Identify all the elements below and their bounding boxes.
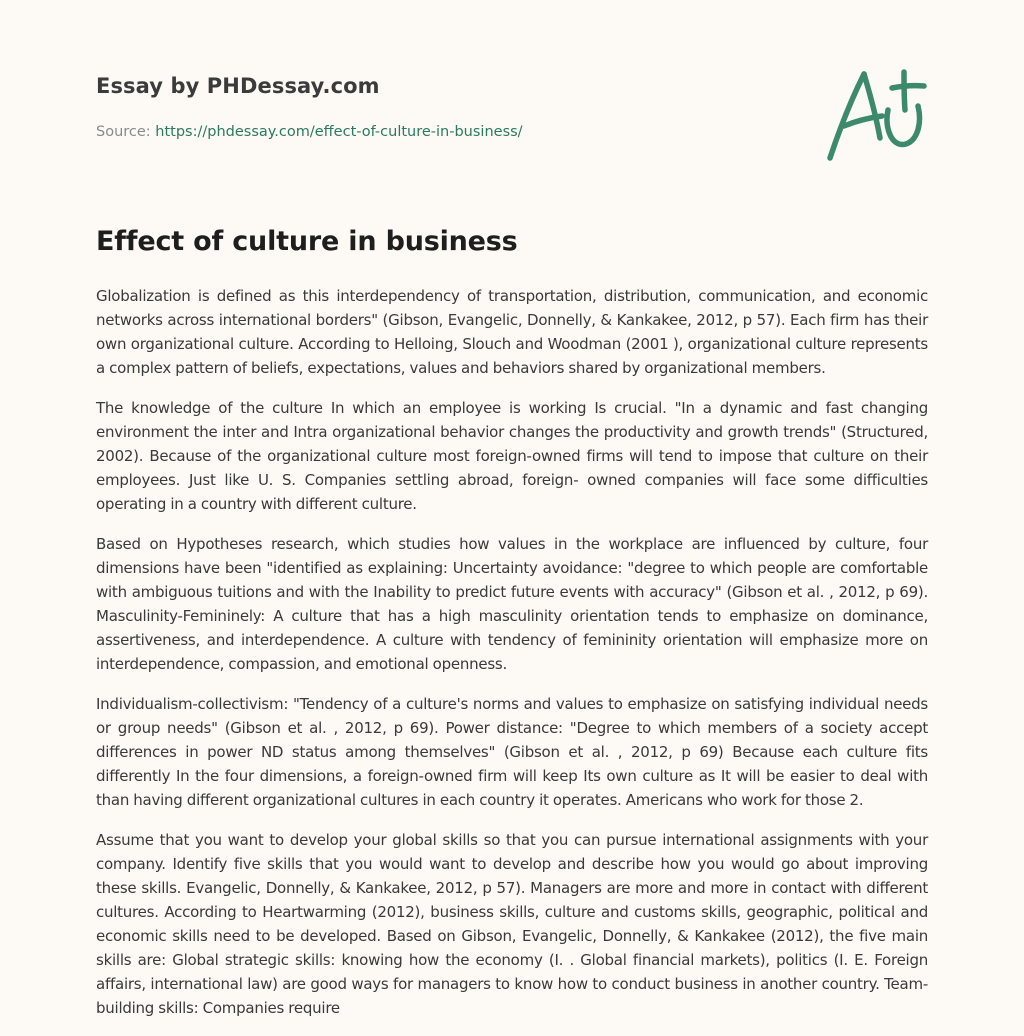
essay-header xyxy=(96,74,928,140)
source-line xyxy=(96,124,523,140)
essay-paragraph: Individualism-collectivism: "Tendency of a culture's norms and values to emphasize on satisfying individual needs or group needs" (Gibson et al. , 2012, p 69). Power distance: "Degree to which members of a society accept differences in power ND status among themselves" (Gibson et al. , 2012, p 69) Because each culture fits differently In the four dimensions, a foreign-owned firm will keep Its own culture as It will be easier to deal with than having different organizational cultures in each country it operates. Americans who work for those 2. xyxy=(96,695,928,809)
essay-paragraph: The knowledge of the culture In which an employee is working Is crucial. "In a dynamic and fast changing environment the inter and Intra organizational behavior changes the productivity and growth trends" (Structured, 2002). Because of the organizational culture most foreign-owned firms will tend to impose that culture on their employees. Just like U. S. Companies settling abroad, foreign- owned companies will face some difficulties operating in a country with different culture. xyxy=(96,399,928,513)
essay-title: Effect of culture in business xyxy=(96,226,518,257)
source-label: Source: xyxy=(96,124,151,140)
site-brand: Essay by PHDessay.com xyxy=(96,74,380,98)
a-plus-grade-logo xyxy=(822,66,932,166)
essay-body xyxy=(96,284,928,1036)
essay-paragraph: Assume that you want to develop your global skills so that you can pursue international assignments with your company. Identify five skills that you would want to develop and describe how you would go about improving these skills. Evangelic, Donnelly, & Kankakee, 2012, p 57). Managers are more and more in contact with different cultures. According to Heartwarming (2012), business skills, culture and customs skills, geographic, political and economic skills need to be developed. Based on Gibson, Evangelic, Donnelly, & Kankakee (2012), the five main skills are: Global strategic skills: knowing how the economy (I. . Global financial markets), politics (I. E. Foreign affairs, international law) are good ways for managers to know how to conduct business in another country. Team-building skills: Companies require xyxy=(96,831,928,1017)
essay-paragraph: Based on Hypotheses research, which studies how values in the workplace are influenced by culture, four dimensions have been "identified as explaining: Uncertainty avoidance: "degree to which people are comfortable with ambiguous tuitions and with the Inability to predict future events with accuracy" (Gibson et al. , 2012, p 69). Masculinity-Femininely: A culture that has a high masculinity orientation tends to emphasize on dominance, assertiveness, and interdependence. A culture with tendency of femininity orientation will emphasize more on interdependence, compassion, and emotional openness. xyxy=(96,535,928,673)
source-link[interactable]: https://phdessay.com/effect-of-culture-in-business/ xyxy=(155,124,523,140)
essay-paragraph: Globalization is defined as this interdependency of transportation, distribution, communication, and economic networks across international borders" (Gibson, Evangelic, Donnelly, & Kankakee, 2012, p 57). Each firm has their own organizational culture. According to Helloing, Slouch and Woodman (2001 ), organizational culture represents a complex pattern of beliefs, expectations, values and behaviors shared by organizational members. xyxy=(96,287,928,377)
